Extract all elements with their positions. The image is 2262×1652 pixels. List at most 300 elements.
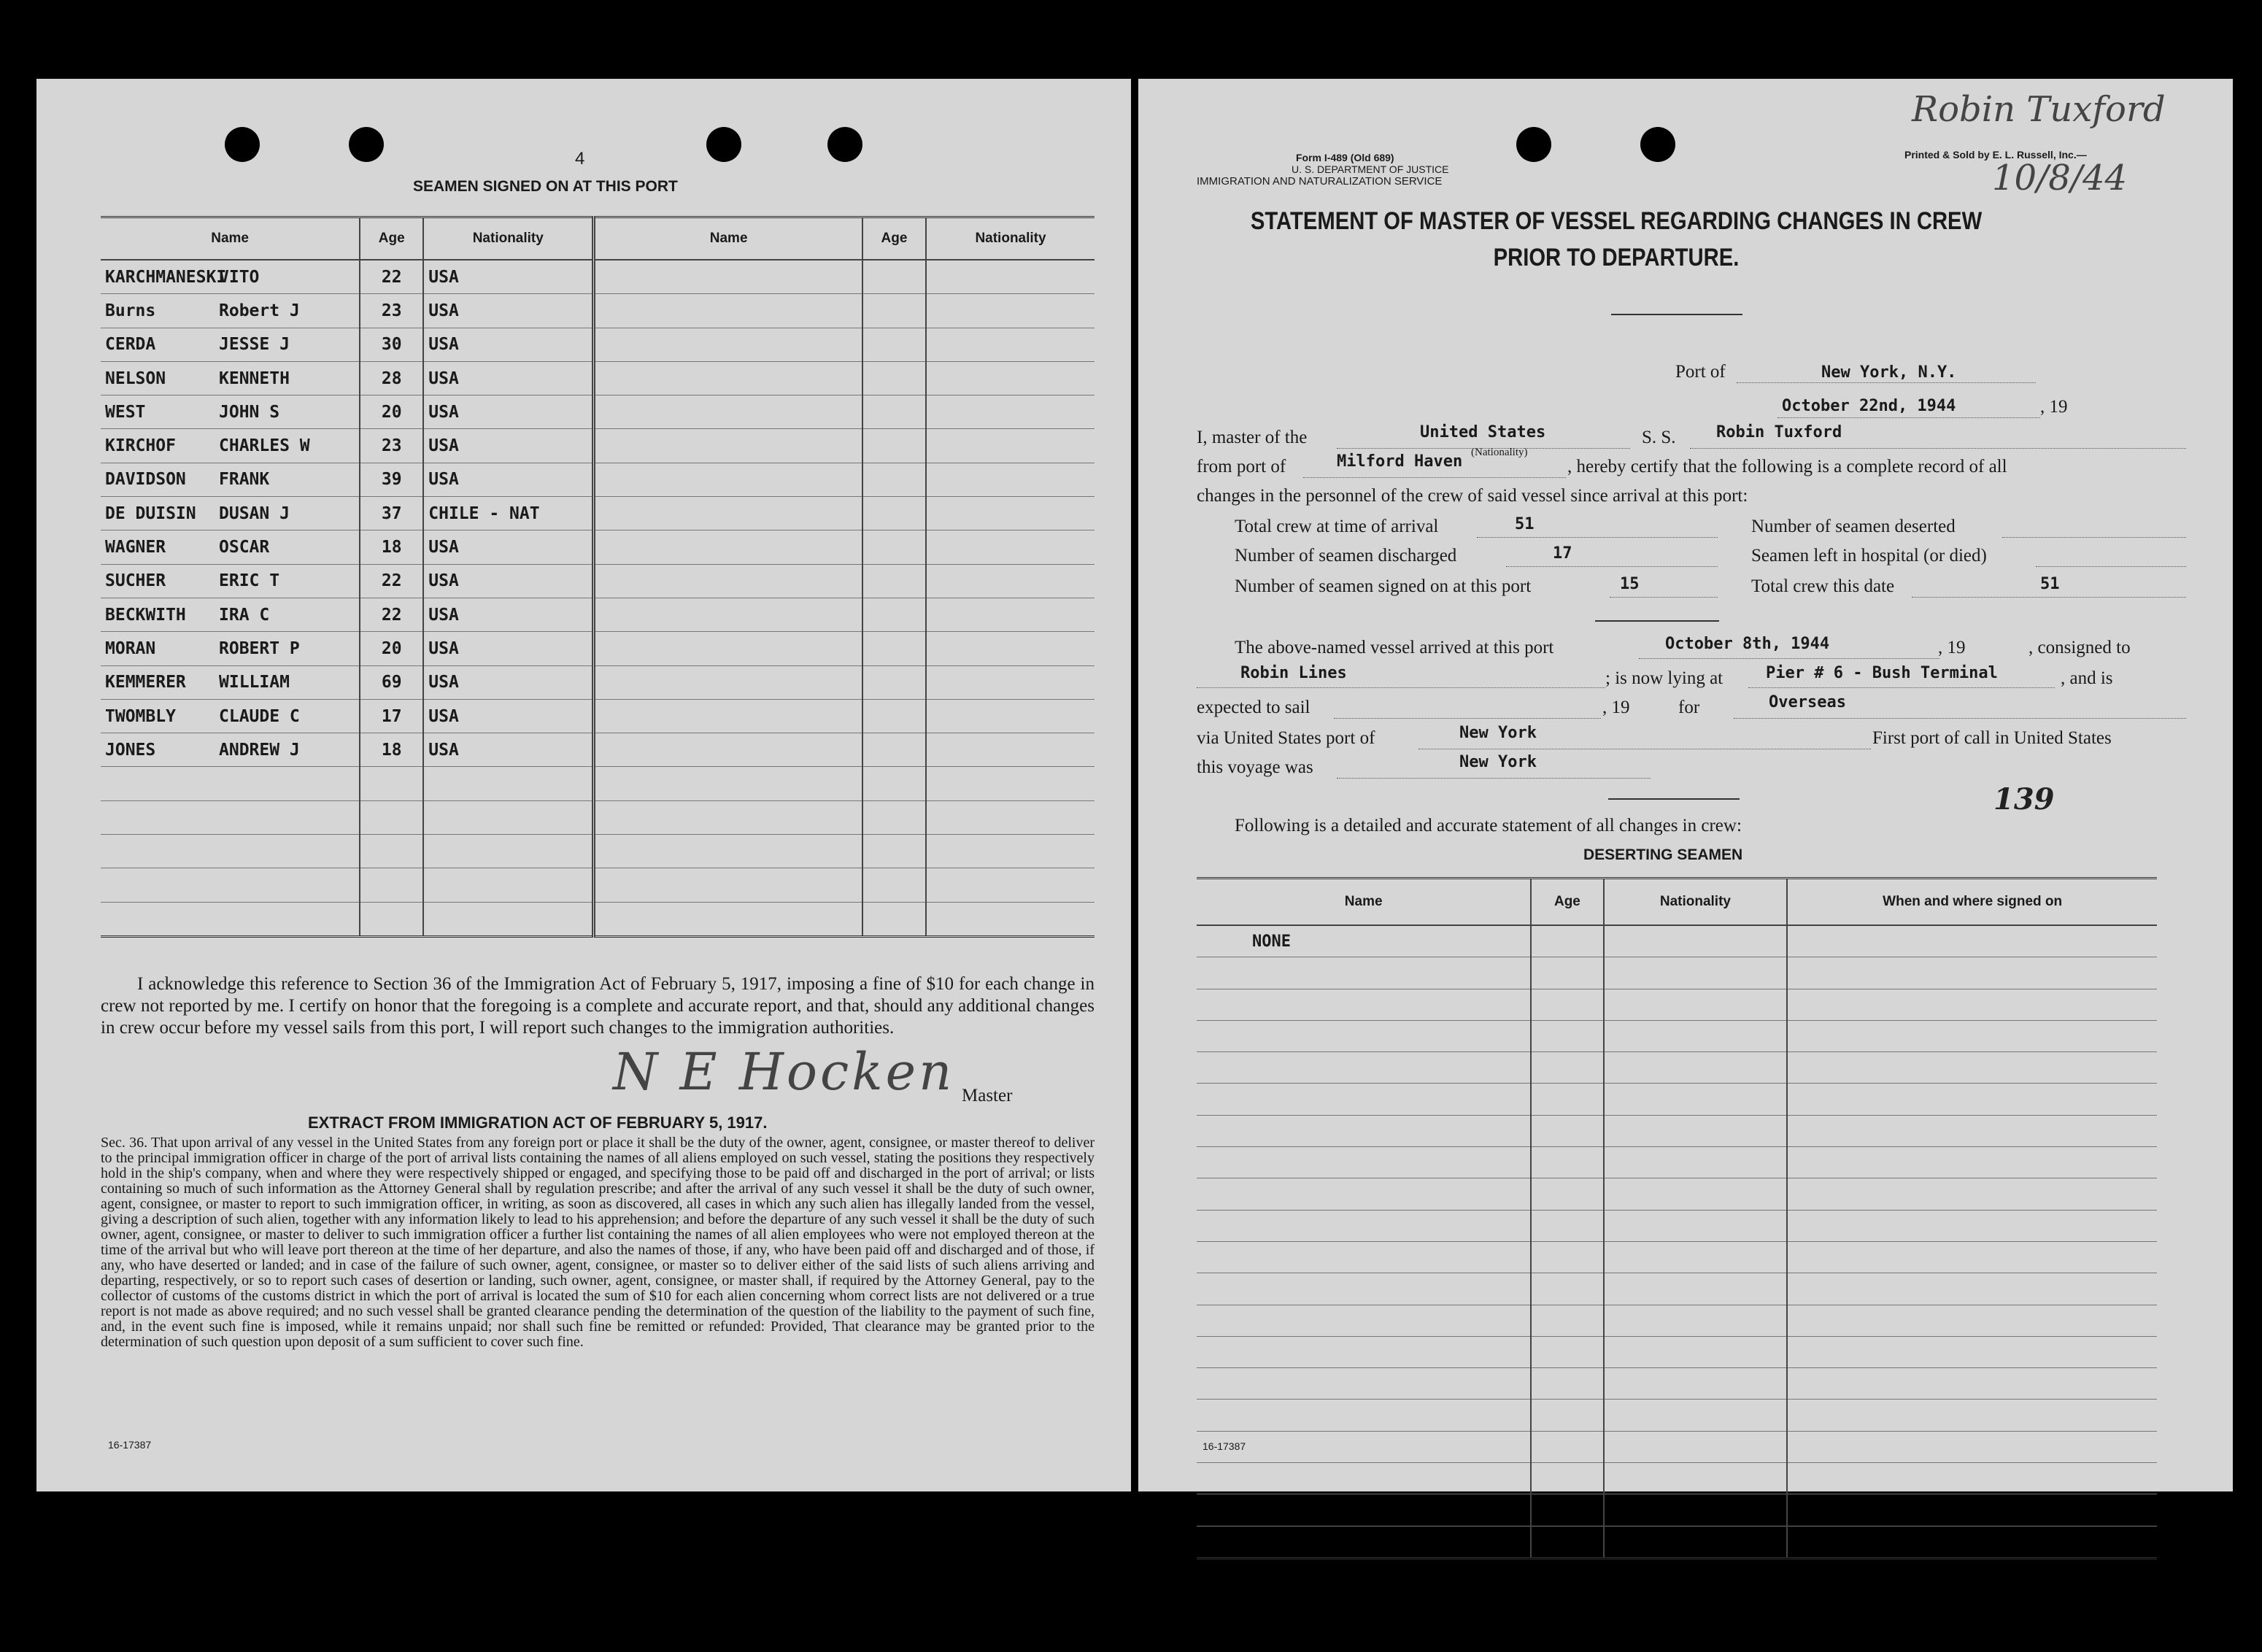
expected-label: expected to sail <box>1197 698 1311 717</box>
seaman-given-name: IRA C <box>219 605 270 625</box>
seaman-name <box>101 429 360 463</box>
empty-cell <box>1531 1273 1603 1305</box>
arrived-year: , 19 <box>1938 638 1966 657</box>
table-row <box>101 429 1095 463</box>
signed-on-line <box>1610 597 1718 598</box>
seaman-surname: KIRCHOF <box>105 436 176 456</box>
empty-cell <box>594 598 862 631</box>
nationality-value: United States <box>1420 423 1546 441</box>
total-crew-date-label: Total crew this date <box>1751 576 1895 596</box>
table-row <box>1197 1368 2157 1400</box>
arrived-label: The above-named vessel arrived at this port <box>1235 638 1554 657</box>
empty-cell <box>926 800 1095 834</box>
empty-cell <box>926 328 1095 361</box>
table-row <box>101 564 1095 598</box>
empty-cell <box>1604 1431 1788 1462</box>
table-row <box>1197 1115 2157 1146</box>
empty-cell <box>1531 925 1603 957</box>
empty-cell <box>1197 1115 1531 1146</box>
empty-cell <box>926 395 1095 429</box>
acknowledgement-text: I acknowledge this reference to Section 36 of the Immigration Act of February 5, 1917, imposing a fine of $10 for each change in crew not reported by me. I certify on honor that the foregoing is a complete and accurate report, and that, should any additional changes in crew occur before my vessel sails from this port, I will report such changes to the immigration authorities. <box>101 974 1095 1038</box>
empty-cell <box>594 260 862 294</box>
empty-cell <box>862 665 926 699</box>
via-value: New York <box>1459 724 1537 742</box>
seamen-signed-on-table <box>101 216 1095 938</box>
empty-cell <box>1531 1431 1603 1462</box>
deserting-entry: NONE <box>1197 925 1531 957</box>
empty-cell <box>1604 1494 1788 1526</box>
from-port-line <box>1303 477 1566 478</box>
empty-cell <box>862 733 926 767</box>
seaman-given-name: JESSE J <box>219 335 290 355</box>
punch-hole <box>349 127 384 162</box>
master-signature: N E Hocken <box>613 1042 955 1102</box>
empty-cell <box>1531 1084 1603 1115</box>
empty-cell <box>926 497 1095 530</box>
empty-cell <box>1531 1305 1603 1336</box>
empty-cell <box>1604 1241 1788 1273</box>
empty-cell <box>926 361 1095 395</box>
empty-cell <box>1787 925 2157 957</box>
seaman-surname: KEMMERER <box>105 673 186 692</box>
empty-cell <box>862 328 926 361</box>
consignee-value: Robin Lines <box>1240 664 1347 682</box>
seaman-given-name: DUSAN J <box>219 503 290 523</box>
seaman-nationality: USA <box>423 564 594 598</box>
seaman-name <box>101 530 360 564</box>
seaman-given-name: CLAUDE C <box>219 706 300 726</box>
empty-cell <box>1604 1178 1788 1210</box>
empty-cell <box>594 733 862 767</box>
empty-cell <box>1197 1273 1531 1305</box>
empty-cell <box>862 429 926 463</box>
empty-cell <box>1604 925 1788 957</box>
empty-cell <box>862 767 926 800</box>
empty-cell <box>1787 1178 2157 1210</box>
empty-cell <box>862 835 926 868</box>
total-crew-arrival-label: Total crew at time of arrival <box>1235 517 1439 536</box>
col-age-2: Age <box>862 217 926 260</box>
form-title-line1: STATEMENT OF MASTER OF VESSEL REGARDING CHANGES IN CREW <box>1250 207 1983 235</box>
table-row <box>1197 1210 2157 1241</box>
seaman-surname: KARCHMANESKI <box>105 267 227 287</box>
deserting-seamen-table <box>1197 877 2157 1559</box>
left-page <box>36 79 1131 1491</box>
empty-cell <box>594 665 862 699</box>
right-page <box>1138 79 2233 1491</box>
empty-cell <box>594 497 862 530</box>
empty-cell <box>862 530 926 564</box>
seaman-nationality: USA <box>423 361 594 395</box>
seaman-age: 22 <box>360 260 423 294</box>
empty-cell <box>1787 1336 2157 1367</box>
empty-cell <box>1787 1463 2157 1494</box>
seaman-age: 22 <box>360 564 423 598</box>
arrived-line <box>1639 658 1939 659</box>
empty-cell <box>1197 1305 1531 1336</box>
empty-cell <box>926 564 1095 598</box>
seaman-surname: Burns <box>105 301 156 320</box>
empty-cell <box>1531 1336 1603 1367</box>
handwritten-vessel-note: Robin Tuxford <box>1912 89 2166 130</box>
this-voyage-label: this voyage was <box>1197 757 1313 777</box>
seaman-surname: NELSON <box>105 368 166 388</box>
from-port-label: from port of <box>1197 457 1286 476</box>
seaman-nationality: USA <box>423 530 594 564</box>
empty-cell <box>1531 1526 1603 1558</box>
empty-cell <box>1531 989 1603 1020</box>
seaman-given-name: VITO <box>219 267 260 287</box>
empty-cell <box>1604 1020 1788 1051</box>
for-line <box>1734 718 2186 719</box>
table-row <box>101 733 1095 767</box>
empty-cell <box>1604 957 1788 989</box>
seaman-surname: MORAN <box>105 638 156 658</box>
empty-cell <box>862 800 926 834</box>
empty-cell <box>862 598 926 631</box>
col-age: Age <box>360 217 423 260</box>
seaman-nationality: USA <box>423 429 594 463</box>
punch-hole <box>1640 127 1675 162</box>
signed-on-value: 15 <box>1620 575 1640 593</box>
page-number: 4 <box>575 149 585 169</box>
empty-cell <box>1787 1020 2157 1051</box>
seaman-nationality: USA <box>423 665 594 699</box>
master-of-label: I, master of the <box>1197 428 1308 447</box>
table-row <box>101 395 1095 429</box>
table-row <box>101 530 1095 564</box>
empty-cell <box>101 800 360 834</box>
empty-cell <box>594 361 862 395</box>
seaman-nationality: USA <box>423 395 594 429</box>
empty-cell <box>423 800 594 834</box>
empty-cell <box>101 767 360 800</box>
empty-cell <box>1787 1305 2157 1336</box>
empty-cell <box>1197 1147 1531 1178</box>
empty-cell <box>862 497 926 530</box>
empty-cell <box>1197 1210 1531 1241</box>
empty-cell <box>594 328 862 361</box>
seaman-given-name: FRANK <box>219 470 270 490</box>
discharged-value: 17 <box>1553 544 1572 563</box>
table-row <box>101 260 1095 294</box>
empty-cell <box>594 767 862 800</box>
table-row <box>1197 1084 2157 1115</box>
empty-cell <box>1604 1210 1788 1241</box>
table-row <box>101 699 1095 733</box>
punch-hole <box>827 127 862 162</box>
seaman-age: 22 <box>360 598 423 631</box>
seaman-nationality: USA <box>423 598 594 631</box>
form-id: Form I-489 (Old 689) <box>1296 152 1394 163</box>
empty-cell <box>360 835 423 868</box>
seaman-given-name: ERIC T <box>219 571 280 591</box>
total-crew-arrival-line <box>1477 537 1718 538</box>
seaman-nationality: USA <box>423 463 594 496</box>
seaman-surname: JONES <box>105 740 156 760</box>
table-row <box>101 767 1095 800</box>
empty-cell <box>1531 1210 1603 1241</box>
seaman-given-name: ROBERT P <box>219 638 300 658</box>
empty-cell <box>1787 957 2157 989</box>
seaman-age: 30 <box>360 328 423 361</box>
empty-cell <box>1197 1400 1531 1431</box>
port-value: New York, N.Y. <box>1821 363 1957 382</box>
number-stamp: 139 <box>1993 782 2055 817</box>
seaman-name <box>101 665 360 699</box>
empty-cell <box>1787 1210 2157 1241</box>
empty-cell <box>1197 1241 1531 1273</box>
seaman-nationality: USA <box>423 699 594 733</box>
empty-cell <box>1531 1115 1603 1146</box>
empty-cell <box>1604 1052 1788 1084</box>
empty-cell <box>862 564 926 598</box>
total-crew-date-line <box>1912 597 2186 598</box>
empty-cell <box>1531 1147 1603 1178</box>
seaman-surname: DAVIDSON <box>105 470 186 490</box>
table-row <box>1197 1305 2157 1336</box>
desert-col-age: Age <box>1531 879 1603 926</box>
seaman-name <box>101 328 360 361</box>
empty-cell <box>1604 1368 1788 1400</box>
empty-cell <box>862 361 926 395</box>
table-row <box>1197 1494 2157 1526</box>
seaman-name <box>101 294 360 328</box>
seaman-surname: WAGNER <box>105 538 166 557</box>
empty-cell <box>926 598 1095 631</box>
seaman-age: 20 <box>360 632 423 665</box>
seaman-name <box>101 463 360 496</box>
empty-cell <box>862 395 926 429</box>
punch-hole <box>1516 127 1551 162</box>
empty-cell <box>1787 1494 2157 1526</box>
deserted-label: Number of seamen deserted <box>1751 517 1956 536</box>
seaman-name <box>101 260 360 294</box>
nationality-caption: (Nationality) <box>1471 447 1528 458</box>
counts-divider <box>1595 620 1719 622</box>
port-line <box>1737 382 2036 383</box>
empty-cell <box>1604 1305 1788 1336</box>
seaman-surname: CERDA <box>105 335 156 355</box>
empty-cell <box>862 260 926 294</box>
empty-cell <box>1531 957 1603 989</box>
empty-cell <box>360 902 423 936</box>
table-row <box>1197 1052 2157 1084</box>
table-row <box>1197 1400 2157 1431</box>
empty-cell <box>1531 1494 1603 1526</box>
vessel-name: Robin Tuxford <box>1716 423 1842 441</box>
empty-cell <box>594 868 862 902</box>
empty-cell <box>101 868 360 902</box>
seaman-surname: TWOMBLY <box>105 706 176 726</box>
ss-label: S. S. <box>1642 428 1676 447</box>
via-label: via United States port of <box>1197 728 1375 748</box>
empty-cell <box>101 902 360 936</box>
seaman-given-name: Robert J <box>219 301 300 320</box>
arrived-value: October 8th, 1944 <box>1665 635 1830 653</box>
for-label: for <box>1678 698 1700 717</box>
table-row <box>1197 1526 2157 1558</box>
seaman-name <box>101 598 360 631</box>
seaman-age: 17 <box>360 699 423 733</box>
empty-cell <box>926 260 1095 294</box>
handwritten-date-note: 10/8/44 <box>1992 158 2128 198</box>
table-row <box>1197 1273 2157 1305</box>
extract-title: EXTRACT FROM IMMIGRATION ACT OF FEBRUARY 5, 1917. <box>308 1113 768 1132</box>
signed-on-label: Number of seamen signed on at this port <box>1235 576 1532 596</box>
empty-cell <box>1787 1400 2157 1431</box>
empty-cell <box>1787 1084 2157 1115</box>
table-row <box>101 868 1095 902</box>
discharged-label: Number of seamen discharged <box>1235 546 1457 566</box>
table-row <box>101 294 1095 328</box>
empty-cell <box>1197 1020 1531 1051</box>
table-row <box>1197 957 2157 989</box>
empty-cell <box>594 835 862 868</box>
table-row <box>1197 1147 2157 1178</box>
table-row <box>1197 1336 2157 1367</box>
table-row <box>101 665 1095 699</box>
empty-cell <box>862 699 926 733</box>
empty-cell <box>1787 1368 2157 1400</box>
seaman-name <box>101 564 360 598</box>
seaman-surname: DE DUISIN <box>105 503 196 523</box>
total-crew-arrival-value: 51 <box>1515 515 1535 533</box>
seaman-age: 28 <box>360 361 423 395</box>
section-title: SEAMEN SIGNED ON AT THIS PORT <box>413 178 678 195</box>
hospital-label: Seamen left in hospital (or died) <box>1751 546 1987 566</box>
port-label: Port of <box>1675 362 1726 382</box>
this-voyage-line <box>1337 778 1651 779</box>
empty-cell <box>1787 1273 2157 1305</box>
seaman-age: 69 <box>360 665 423 699</box>
hospital-line <box>2036 566 2186 567</box>
via-divider <box>1608 798 1740 800</box>
this-voyage-value: New York <box>1459 753 1537 771</box>
table-row <box>1197 1020 2157 1051</box>
table-row <box>101 463 1095 496</box>
service: IMMIGRATION AND NATURALIZATION SERVICE <box>1197 175 1443 188</box>
empty-cell <box>926 429 1095 463</box>
empty-cell <box>594 632 862 665</box>
empty-cell <box>926 463 1095 496</box>
empty-cell <box>926 632 1095 665</box>
empty-cell <box>594 699 862 733</box>
seaman-age: 23 <box>360 294 423 328</box>
empty-cell <box>1604 989 1788 1020</box>
empty-cell <box>926 733 1095 767</box>
table-row <box>101 598 1095 631</box>
punch-hole <box>225 127 260 162</box>
seaman-name <box>101 632 360 665</box>
col-nationality-2: Nationality <box>926 217 1095 260</box>
expected-line <box>1334 718 1601 719</box>
seaman-given-name: JOHN S <box>219 402 280 422</box>
first-port-label: First port of call in United States <box>1872 728 2112 748</box>
certify-text: , hereby certify that the following is a complete record of all <box>1567 457 2007 476</box>
seaman-name <box>101 497 360 530</box>
deserted-line <box>2002 537 2186 538</box>
table-row <box>1197 1431 2157 1462</box>
empty-cell <box>1604 1084 1788 1115</box>
lying-value: Pier # 6 - Bush Terminal <box>1766 664 1998 682</box>
desert-col-when-where: When and where signed on <box>1787 879 2157 926</box>
empty-cell <box>1604 1400 1788 1431</box>
seaman-age: 18 <box>360 530 423 564</box>
seaman-surname: BECKWITH <box>105 605 186 625</box>
seaman-nationality: USA <box>423 260 594 294</box>
desert-col-nationality: Nationality <box>1604 879 1788 926</box>
empty-cell <box>1531 1368 1603 1400</box>
empty-cell <box>360 767 423 800</box>
empty-cell <box>1604 1115 1788 1146</box>
seaman-nationality: USA <box>423 294 594 328</box>
and-is-text: , and is <box>2061 668 2113 688</box>
department: U. S. DEPARTMENT OF JUSTICE <box>1292 163 1449 175</box>
title-divider <box>1611 314 1742 315</box>
empty-cell <box>1197 1368 1531 1400</box>
seaman-name <box>101 395 360 429</box>
footer-code: 16-17387 <box>1203 1440 1246 1452</box>
footer-code: 16-17387 <box>108 1439 152 1451</box>
table-row <box>101 361 1095 395</box>
empty-cell <box>1787 1241 2157 1273</box>
empty-cell <box>926 902 1095 936</box>
vessel-line <box>1690 448 2186 449</box>
empty-cell <box>862 463 926 496</box>
changes-text: changes in the personnel of the crew of said vessel since arrival at this port: <box>1197 486 1748 506</box>
seaman-age: 39 <box>360 463 423 496</box>
empty-cell <box>594 395 862 429</box>
desert-col-name: Name <box>1197 879 1531 926</box>
empty-cell <box>1531 1400 1603 1431</box>
empty-cell <box>862 902 926 936</box>
empty-cell <box>1197 1052 1531 1084</box>
empty-cell <box>1531 1020 1603 1051</box>
form-title-line2: PRIOR TO DEPARTURE. <box>1493 244 1740 271</box>
seaman-given-name: ANDREW J <box>219 740 300 760</box>
table-row <box>1197 1178 2157 1210</box>
seaman-age: 18 <box>360 733 423 767</box>
empty-cell <box>423 868 594 902</box>
empty-cell <box>423 835 594 868</box>
table-row <box>101 328 1095 361</box>
consigned-label: , consigned to <box>2029 638 2131 657</box>
for-value: Overseas <box>1769 693 1846 711</box>
seaman-age: 37 <box>360 497 423 530</box>
empty-cell <box>594 429 862 463</box>
lying-line <box>1748 687 2055 688</box>
empty-cell <box>1604 1336 1788 1367</box>
empty-cell <box>1197 1494 1531 1526</box>
empty-cell <box>1197 989 1531 1020</box>
date-line <box>1777 417 2040 418</box>
empty-cell <box>926 665 1095 699</box>
empty-cell <box>101 835 360 868</box>
table-row <box>101 835 1095 868</box>
table-row <box>101 632 1095 665</box>
empty-cell <box>1787 1052 2157 1084</box>
from-port-value: Milford Haven <box>1337 452 1463 471</box>
col-nationality: Nationality <box>423 217 594 260</box>
empty-cell <box>1531 1241 1603 1273</box>
empty-cell <box>1787 1147 2157 1178</box>
seaman-nationality: CHILE - NAT <box>423 497 594 530</box>
empty-cell <box>1197 957 1531 989</box>
seaman-given-name: KENNETH <box>219 368 290 388</box>
empty-cell <box>1197 1431 1531 1462</box>
empty-cell <box>1197 1084 1531 1115</box>
